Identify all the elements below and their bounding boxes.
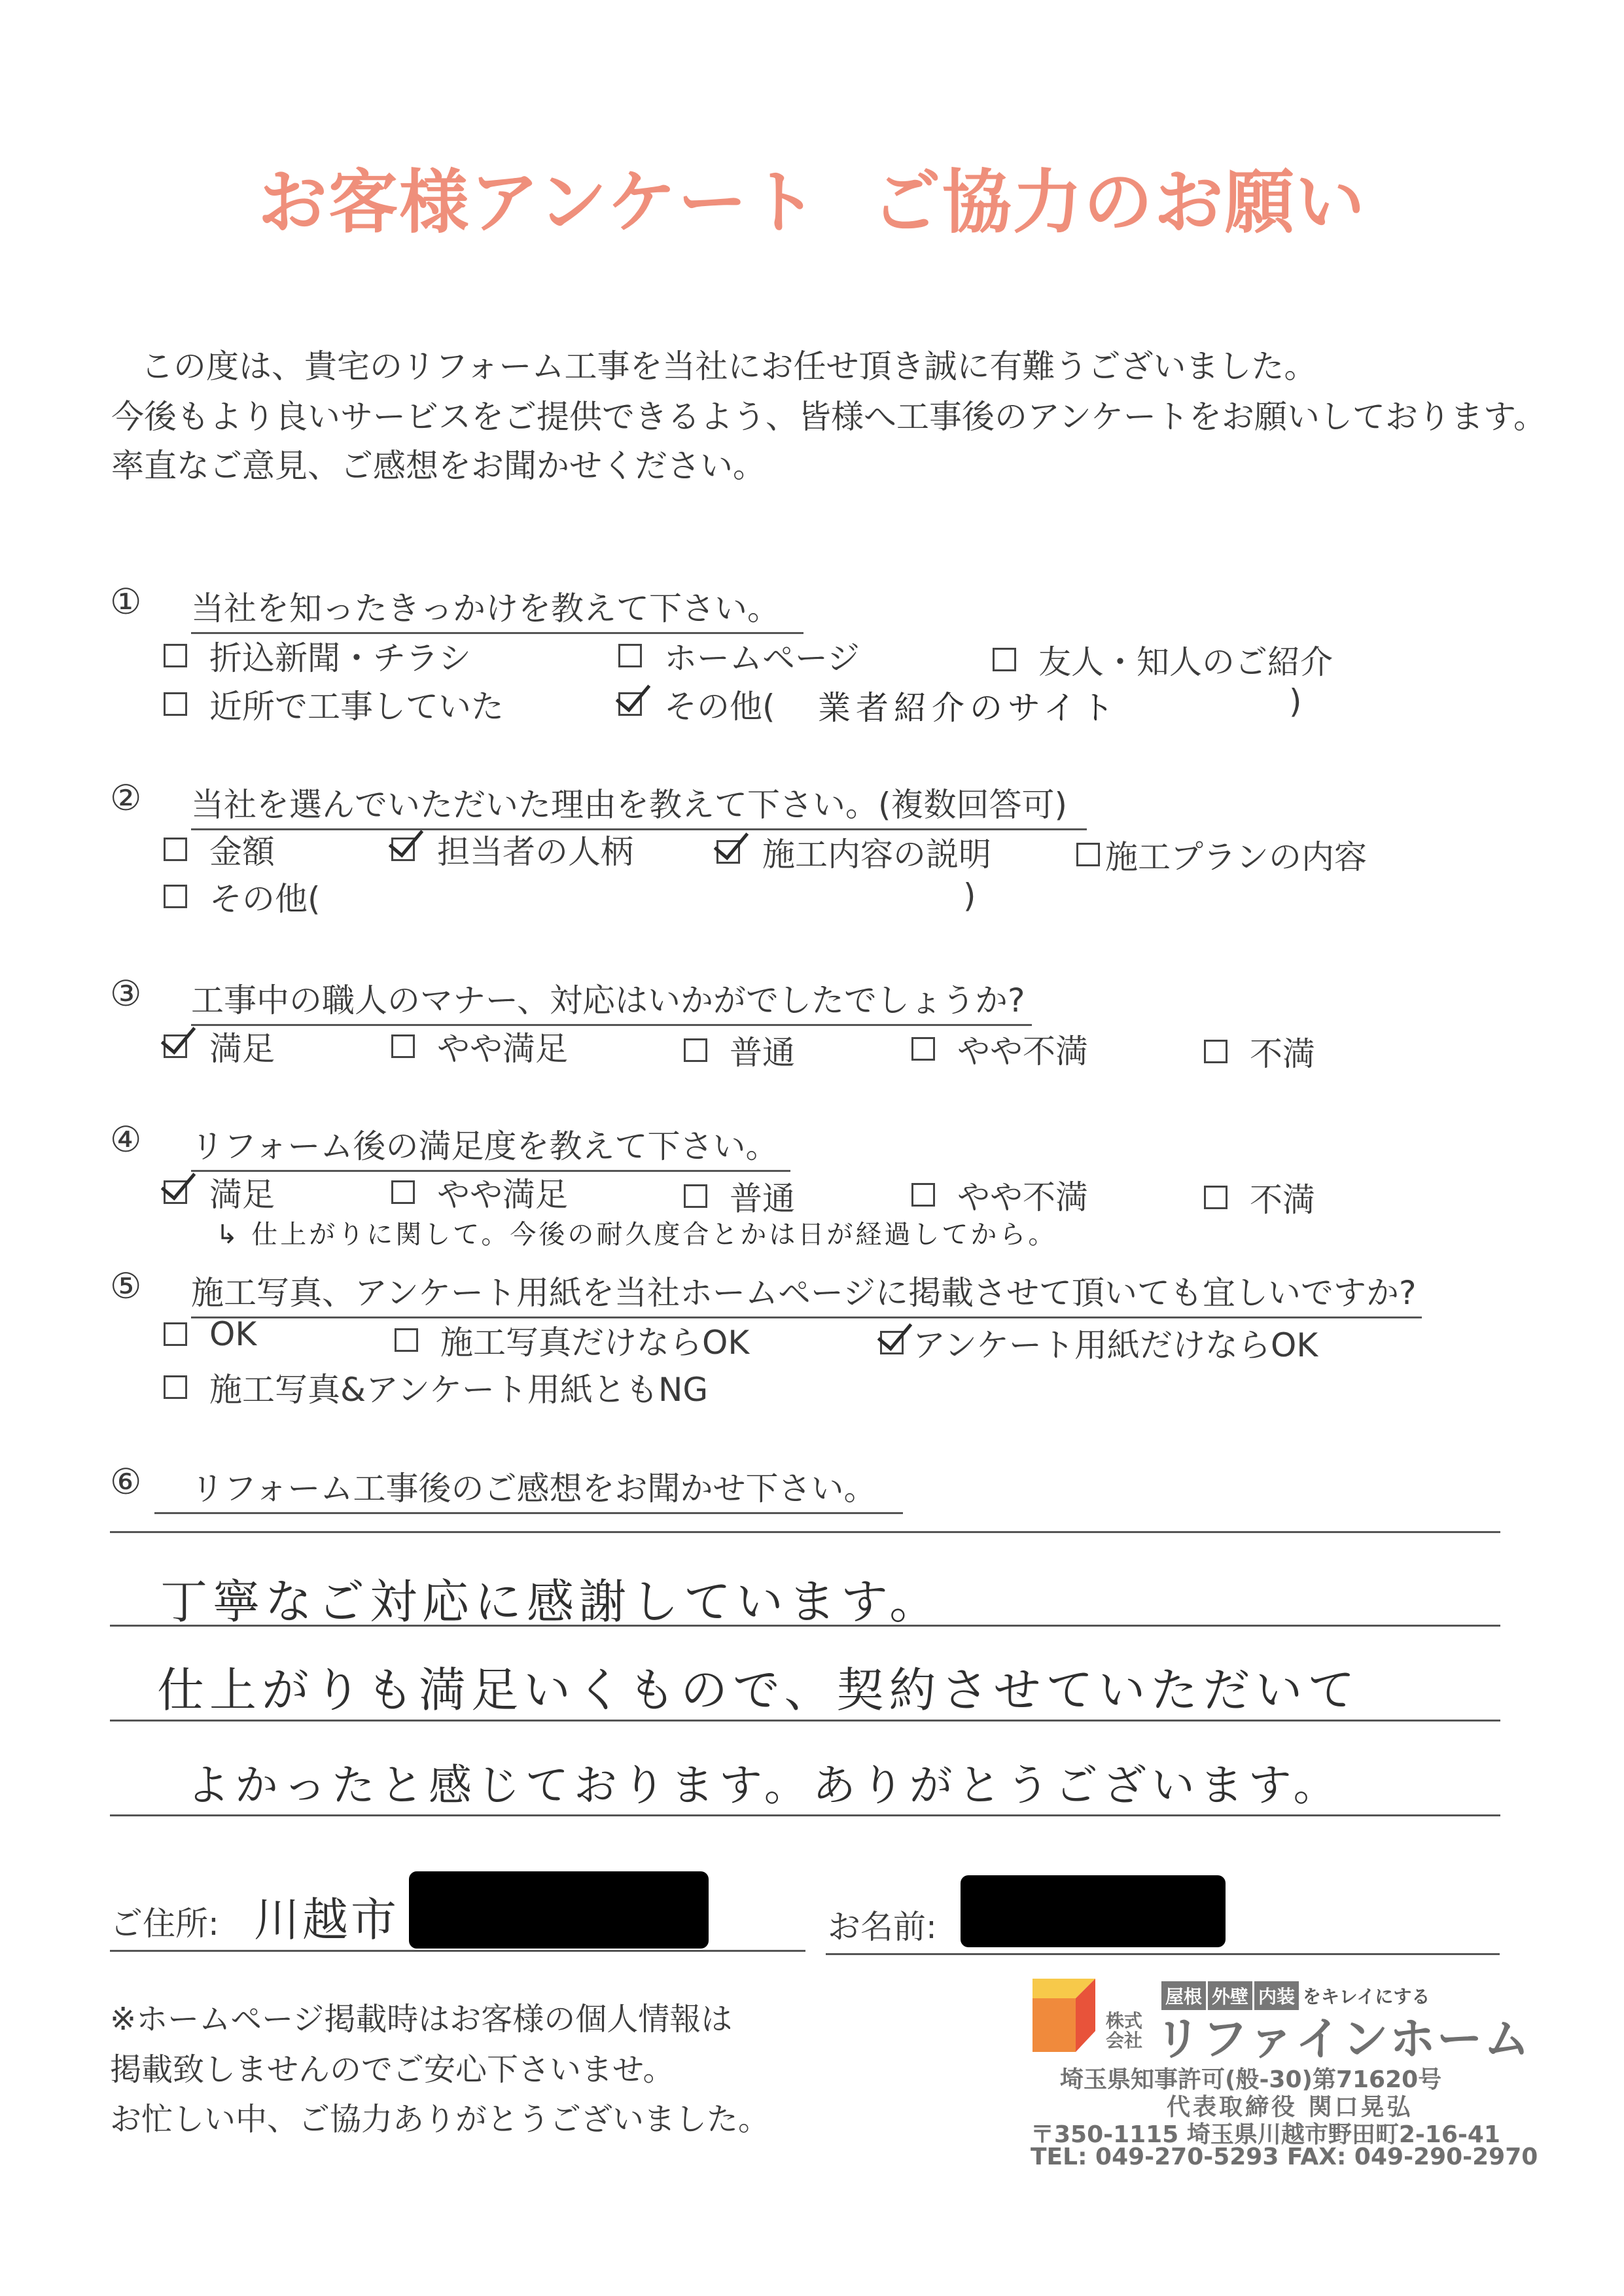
q1-checkbox-3[interactable]: [993, 648, 1016, 671]
q1-option-2[interactable]: ホームページ: [618, 632, 860, 679]
q1-option-4[interactable]: 近所で工事していた: [164, 680, 504, 728]
q2-option-3[interactable]: 施工内容の説明: [716, 828, 991, 875]
q1-other-close: ): [1289, 682, 1302, 720]
tagline-rest: をキレイにする: [1303, 1986, 1430, 2007]
note-line-3: お忙しい中、ご協力ありがとうございました。: [110, 2101, 770, 2138]
q1-option-3[interactable]: 友人・知人のご紹介: [993, 636, 1333, 683]
company-logo-icon: [1033, 1979, 1095, 2052]
tagline-box-3: 内装: [1254, 1981, 1299, 2010]
q4-handwritten-note: ↳ 仕上がりに関して。今後の耐久度合とかは日が経過してから。: [216, 1220, 1057, 1250]
q4-question: リフォーム後の満足度を教えて下さい。: [191, 1120, 790, 1172]
q1-checkbox-1[interactable]: [164, 644, 187, 667]
q5-question: 施工写真、アンケート用紙を当社ホームページに掲載させて頂いても宜しいですか?: [191, 1267, 1422, 1318]
q5-checkbox-4[interactable]: [164, 1375, 187, 1399]
q2-checkbox-1[interactable]: [164, 838, 187, 861]
intro-line-3: 率直なご意見、ご感想をお聞かせください。: [111, 447, 766, 485]
tagline-box-1: 屋根: [1161, 1981, 1206, 2010]
q1-question: 当社を知ったきっかけを教えて下さい。: [191, 582, 803, 634]
q4-checkbox-4[interactable]: [911, 1183, 935, 1207]
q3-option-3[interactable]: 普通: [684, 1027, 795, 1074]
q4-option-3[interactable]: 普通: [684, 1173, 795, 1220]
q2-other-close: ): [963, 877, 976, 915]
q5-checkbox-2[interactable]: [395, 1328, 418, 1352]
q5-option-2[interactable]: 施工写真だけならOK: [395, 1316, 749, 1364]
q2-checkbox-2[interactable]: [391, 838, 415, 861]
company-name: リファインホーム: [1155, 2012, 1531, 2066]
q4-checkbox-2[interactable]: [391, 1180, 415, 1204]
q4-option-2[interactable]: やや満足: [391, 1169, 568, 1216]
q3-question: 工事中の職人のマナー、対応はいかがでしたでしょうか?: [191, 974, 1032, 1026]
q6-number: ⑥: [110, 1461, 142, 1502]
title-right: ご協力のお願い: [871, 162, 1366, 243]
q3-checkbox-5[interactable]: [1204, 1040, 1227, 1063]
q6-question: リフォーム工事後のご感想をお聞かせ下さい。: [154, 1462, 903, 1514]
q6-answer-line-2: 仕上がりも満足いくもので、契約させていただいて: [157, 1663, 1360, 1718]
q4-checkbox-1[interactable]: [164, 1180, 187, 1204]
q1-option-1[interactable]: 折込新聞・チラシ: [164, 632, 471, 679]
q2-option-4[interactable]: 施工プランの内容: [1076, 831, 1367, 878]
company-kabushiki: 株式会社: [1106, 2010, 1143, 2051]
name-redaction: [961, 1875, 1226, 1947]
name-rule: [826, 1953, 1500, 1955]
intro-line-2: 今後もより良いサービスをご提供できるよう、皆様へ工事後のアンケートをお願いしております。: [111, 398, 1546, 436]
answer-rule-2: [110, 1625, 1500, 1627]
q3-checkbox-4[interactable]: [911, 1037, 935, 1061]
q5-option-1[interactable]: OK: [164, 1315, 256, 1353]
q1-number: ①: [110, 581, 142, 622]
q3-option-4[interactable]: やや不満: [911, 1025, 1088, 1072]
name-label: お名前:: [828, 1908, 937, 1946]
q3-number: ③: [110, 973, 142, 1014]
q2-checkbox-4[interactable]: [1076, 843, 1100, 866]
q4-option-5[interactable]: 不満: [1204, 1174, 1315, 1221]
company-representative: 代表取締役 関口晃弘: [1167, 2094, 1413, 2121]
q1-option-5[interactable]: その他(: [618, 680, 775, 728]
q1-checkbox-2[interactable]: [618, 644, 642, 667]
q1-other-answer: 業者紹介のサイト: [818, 689, 1120, 727]
q2-number: ②: [110, 777, 142, 819]
q3-checkbox-2[interactable]: [391, 1034, 415, 1058]
q5-checkbox-1[interactable]: [164, 1322, 187, 1346]
q3-option-2[interactable]: やや満足: [391, 1023, 568, 1070]
title-left: お客様アンケート: [258, 162, 819, 243]
company-contact: TEL: 049-270-5293 FAX: 049-290-2970: [1031, 2144, 1538, 2170]
q5-checkbox-3[interactable]: [880, 1331, 904, 1354]
company-license: 埼玉県知事許可(般-30)第71620号: [1060, 2066, 1442, 2093]
q2-option-5[interactable]: その他(: [164, 873, 321, 920]
q5-option-4[interactable]: 施工写真&アンケート用紙ともNG: [164, 1364, 708, 1411]
page-title: [0, 147, 1624, 247]
address-rule: [110, 1950, 805, 1952]
q2-question: 当社を選んでいただいた理由を教えて下さい。(複数回答可): [191, 779, 1087, 830]
note-line-2: 掲載致しませんのでご安心下さいませ。: [110, 2051, 675, 2088]
q4-checkbox-3[interactable]: [684, 1184, 707, 1208]
q3-option-5[interactable]: 不満: [1204, 1028, 1315, 1075]
q4-checkbox-5[interactable]: [1204, 1186, 1227, 1209]
q6-answer-line-1: 丁寧なご対応に感謝しています。: [160, 1574, 942, 1629]
q1-checkbox-4[interactable]: [164, 692, 187, 716]
q1-checkbox-5[interactable]: [618, 692, 642, 716]
answer-rule-3: [110, 1720, 1500, 1722]
address-redaction: [409, 1871, 709, 1949]
address-label: ご住所:: [110, 1905, 219, 1943]
q5-option-3[interactable]: アンケート用紙だけならOK: [880, 1319, 1318, 1366]
q2-option-2[interactable]: 担当者の人柄: [391, 826, 633, 873]
tagline-box-2: 外壁: [1208, 1981, 1252, 2010]
q4-option-1[interactable]: 満足: [164, 1169, 275, 1216]
q3-checkbox-1[interactable]: [164, 1034, 187, 1058]
answer-rule-4: [110, 1814, 1500, 1816]
q3-option-1[interactable]: 満足: [164, 1023, 275, 1070]
q3-checkbox-3[interactable]: [684, 1038, 707, 1062]
q4-number: ④: [110, 1119, 142, 1160]
intro-line-1: この度は、貴宅のリフォーム工事を当社にお任せ頂き誠に有難うございました。: [141, 347, 1317, 385]
q4-option-4[interactable]: やや不満: [911, 1171, 1088, 1218]
answer-rule-1: [110, 1531, 1500, 1533]
q2-checkbox-5[interactable]: [164, 885, 187, 908]
address-value: 川越市: [254, 1893, 399, 1947]
note-line-1: ※ホームページ掲載時はお客様の個人情報は: [110, 2001, 733, 2038]
q6-answer-line-3: よかったと感じております。ありがとうございます。: [186, 1760, 1342, 1810]
q2-checkbox-3[interactable]: [716, 840, 740, 864]
company-address: 〒350-1115 埼玉県川越市野田町2-16-41: [1031, 2121, 1500, 2148]
q5-number: ⑤: [110, 1265, 142, 1307]
q2-option-1[interactable]: 金額: [164, 826, 275, 873]
